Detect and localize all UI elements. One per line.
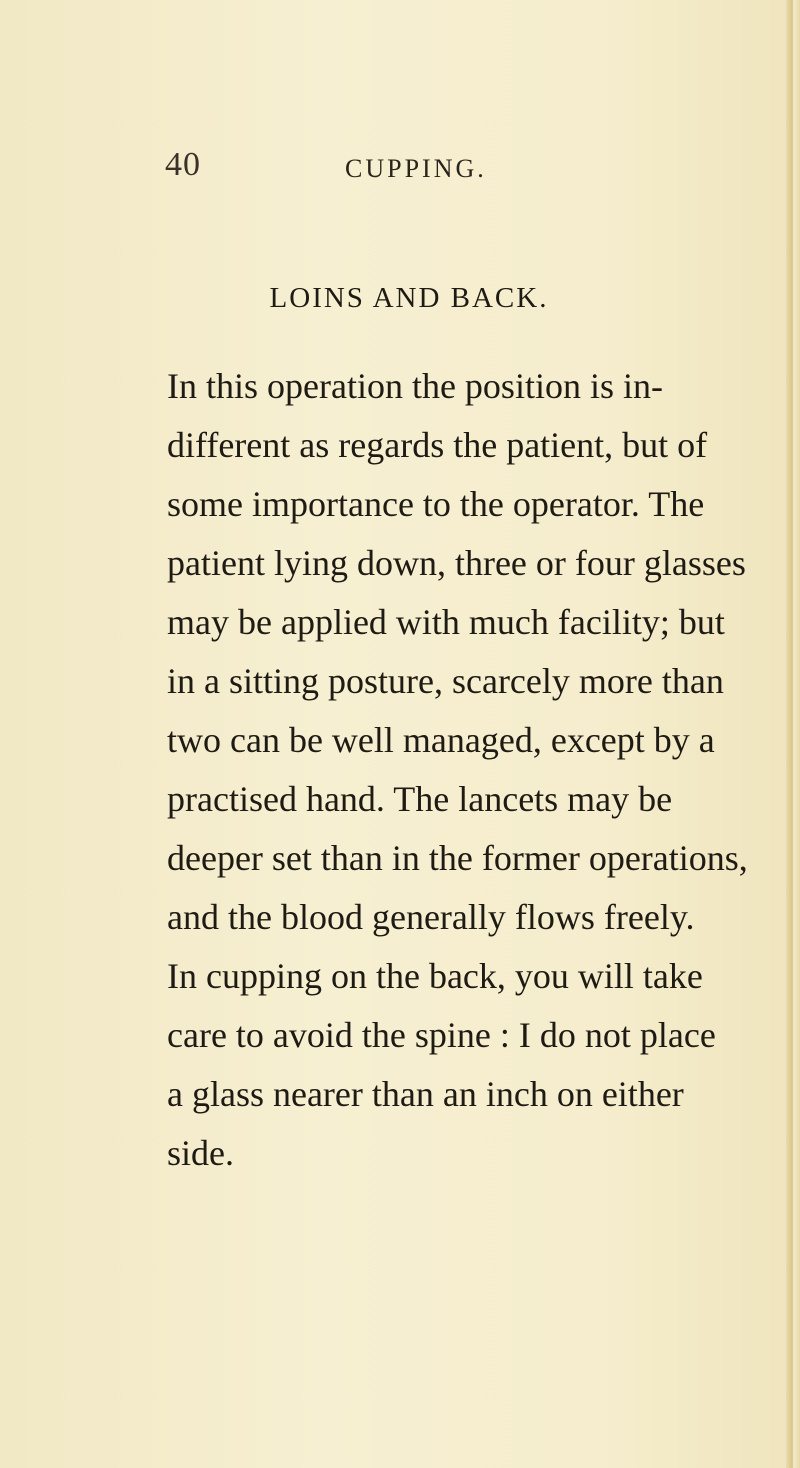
text-line: In cupping on the back, you will take: [167, 956, 703, 996]
running-head: [0, 146, 800, 190]
text-line: deeper set than in the former operations,: [167, 838, 748, 878]
text-line: In this operation the position is in-: [167, 366, 663, 406]
running-title: CUPPING.: [345, 154, 487, 183]
text-line: different as regards the patient, but of: [167, 425, 708, 465]
text-line: practised hand. The lancets may be: [167, 779, 673, 819]
text-line: and the blood generally flows freely.: [167, 897, 695, 937]
text-line: patient lying down, three or four glasses: [167, 543, 746, 583]
text-line: care to avoid the spine : I do not place: [167, 1015, 716, 1055]
text-line: two can be well managed, except by a: [167, 720, 715, 760]
text-line: may be applied with much facility; but: [167, 602, 725, 642]
section-heading: LOINS AND BACK.: [269, 282, 549, 314]
text-line: side.: [167, 1133, 234, 1173]
text-line: in a sitting posture, scarcely more than: [167, 661, 724, 701]
page-number: 40: [165, 146, 201, 183]
text-line: a glass nearer than an inch on either: [167, 1074, 684, 1114]
text-line: some importance to the operator. The: [167, 484, 705, 524]
page-edge: [786, 0, 800, 1468]
